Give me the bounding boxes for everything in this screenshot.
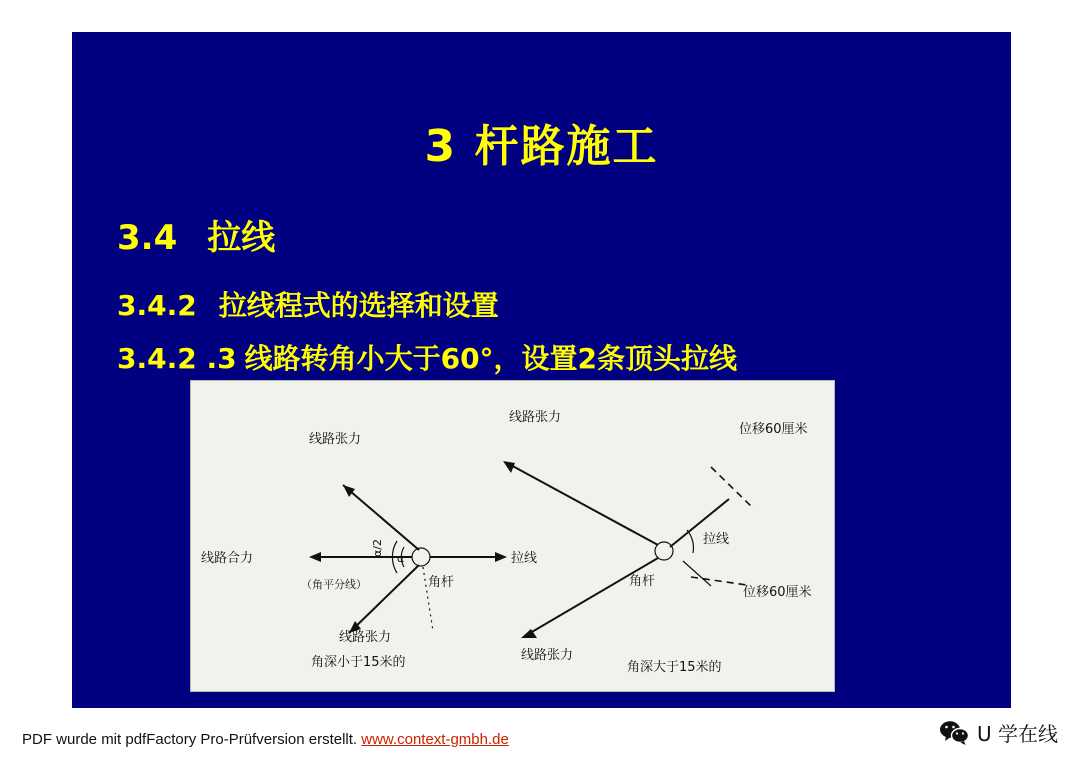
item-number: 3.4.2 .3 (117, 342, 237, 375)
wechat-icon (939, 720, 969, 746)
right-offset-top-dash (711, 467, 754, 509)
right-offset-bottom-dash (691, 577, 747, 585)
left-tension-bottom-line (349, 565, 419, 633)
subsection-number: 3.4.2 (117, 289, 197, 322)
left-guy-arrow (495, 552, 507, 562)
right-offset-top-label: 位移60厘米 (739, 422, 808, 437)
right-caption: 角深大于15米的 (627, 660, 722, 675)
footer-link[interactable]: www.context-gmbh.de (361, 731, 509, 748)
item-heading (117, 337, 737, 377)
section-title: 拉线 (207, 218, 276, 258)
right-pole-label: 角杆 (629, 574, 656, 589)
footer-text: PDF wurde mit pdfFactory Pro-Prüfversion erstellt. (22, 731, 362, 748)
left-pole-label: 角杆 (428, 575, 455, 590)
left-tension-top-label: 线路张力 (309, 432, 362, 447)
right-tension-top-arrow (503, 461, 515, 473)
subsection-title: 拉线程式的选择和设置 (218, 289, 499, 322)
left-guy-label: 拉线 (511, 551, 538, 566)
footer-notice (22, 731, 509, 748)
slide-canvas (72, 32, 1011, 708)
left-angle-label: α (397, 552, 405, 565)
subsection-heading (117, 284, 499, 324)
item-title: 线路转角小大于60°，设置2条顶头拉线 (244, 342, 738, 375)
right-tension-top-line (507, 463, 658, 545)
section-number: 3.4 (117, 218, 178, 258)
left-tension-top-arrow (343, 485, 355, 497)
right-tension-top-label: 线路张力 (509, 410, 562, 425)
right-pole-base-line (683, 561, 711, 586)
left-pole-node (412, 548, 430, 566)
left-tension-bottom-label: 线路张力 (339, 630, 392, 645)
watermark-label: U 学在线 (977, 722, 1058, 746)
left-bisector-label: （角平分线） (301, 578, 367, 591)
right-offset-bottom-label: 位移60厘米 (743, 585, 812, 600)
left-caption: 角深小于15米的 (311, 655, 406, 670)
left-angle-half-label: α/2 (371, 539, 384, 557)
left-resultant-label: 线路合力 (201, 551, 254, 566)
left-resultant-arrow (309, 552, 321, 562)
watermark (939, 718, 1058, 747)
right-guy-label: 拉线 (703, 532, 730, 547)
diagram-figure (190, 380, 835, 692)
section-heading (117, 210, 275, 259)
right-tension-bottom-line (525, 558, 658, 636)
slide-title: 3 杆路施工 (424, 121, 659, 172)
right-tension-bottom-label: 线路张力 (521, 648, 574, 663)
